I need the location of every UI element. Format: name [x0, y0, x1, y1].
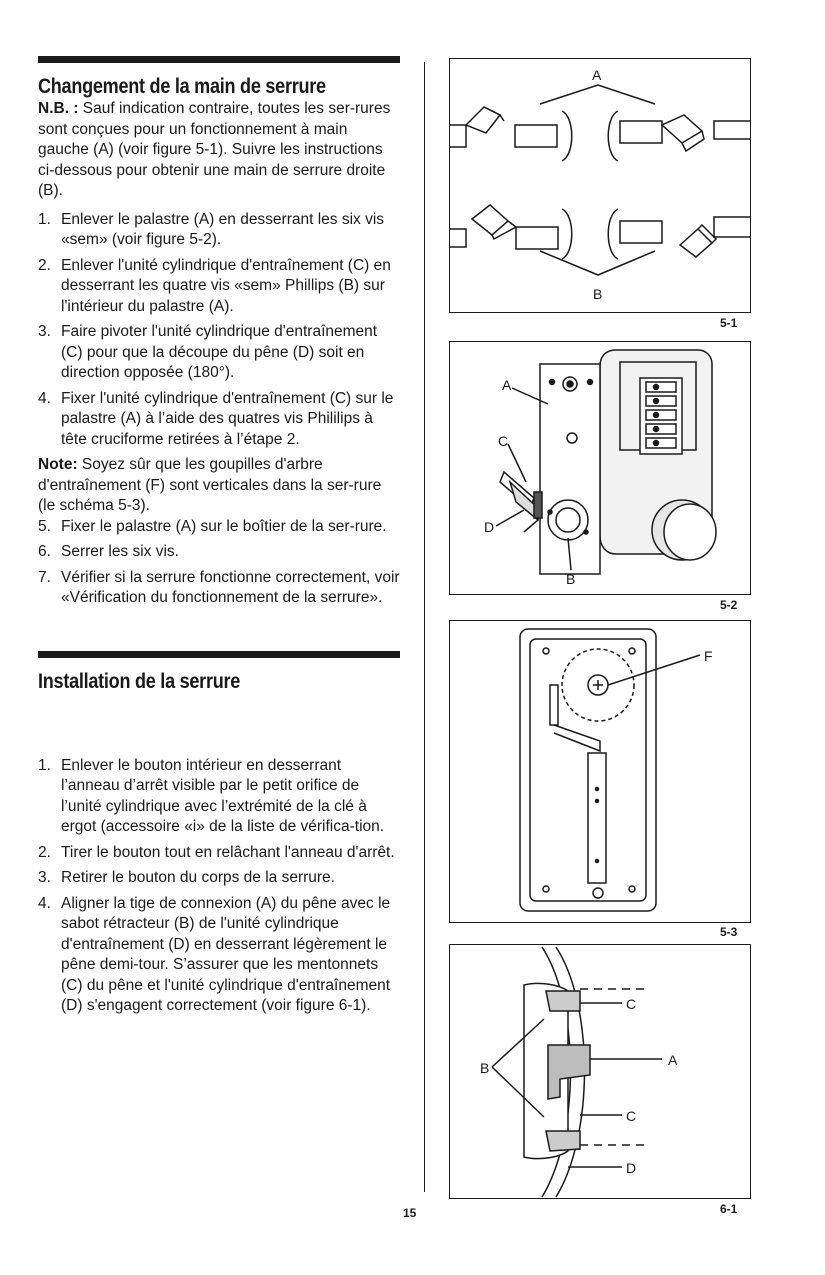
page-number: 15: [403, 1206, 417, 1220]
list-item: 3. Faire pivoter l'unité cylindrique d'entraînement (C) pour que la découpe du pêne (D) soit en direction opposée (180°).: [38, 323, 378, 381]
latch-engagement-diagram: [450, 945, 750, 1198]
figure-5-1: [449, 58, 751, 313]
nb-label: N.B. :: [38, 100, 79, 117]
figure-5-2: [449, 341, 751, 595]
callout-b: B: [480, 1060, 490, 1076]
figure-label-6-1: 6-1: [720, 1202, 738, 1216]
section-divider-bar: [38, 56, 400, 63]
figure-label-5-3: 5-3: [720, 925, 738, 939]
note-text: Soyez sûr que les goupilles d'arbre d'entraînement (F) sont verticales dans la ser-rure (le schéma 5-3).: [38, 456, 382, 514]
section-installation: [38, 651, 400, 1017]
column-divider: [424, 62, 425, 1192]
lock-exploded-diagram: [450, 342, 750, 594]
list-item: 1. Enlever le bouton intérieur en desserrant l’anneau d’arrêt visible par le petit orifice de l’unité cylindrique avec l’extrémité de la clé à ergot (accessoire «i» de la liste de vérifica-tion.: [38, 756, 385, 835]
left-column: [38, 56, 400, 1022]
callout-a: A: [592, 67, 602, 83]
note-label: Note:: [38, 456, 78, 473]
list-item: 1. Enlever le palastre (A) en desserrant les six vis «sem» (voir figure 5-2).: [38, 210, 385, 248]
list-item: 2. Enlever l'unité cylindrique d'entraînement (C) en desserrant les quatre vis «sem» Phillips (B) sur l'intérieur du palastre (A).: [38, 256, 391, 315]
section-divider-bar: [38, 651, 400, 658]
callout-d: D: [484, 519, 495, 535]
callout-c: C: [498, 433, 509, 449]
steps-list-b: [38, 517, 400, 609]
callout-b: B: [566, 571, 576, 587]
note-paragraph: [38, 455, 400, 517]
list-item: 5. Fixer le palastre (A) sur le boîtier de la ser-rure.: [38, 517, 387, 535]
steps-list-install: [38, 756, 400, 1017]
callout-c-top: C: [626, 996, 637, 1012]
list-item: 7. Vérifier si la serrure fonctionne correctement, voir «Vérification du fonctionnement de la serrure».: [38, 568, 400, 606]
figure-label-5-2: 5-2: [720, 598, 738, 612]
callout-a: A: [668, 1052, 678, 1068]
list-item: 2. Tirer le bouton tout en relâchant l'anneau d'arrêt.: [38, 843, 395, 861]
callout-d: D: [626, 1160, 637, 1176]
callout-f: F: [704, 648, 713, 664]
section-title-changement: Changement de la main de serrure: [38, 75, 326, 98]
list-item: 4. Aligner la tige de connexion (A) du pêne avec le sabot rétracteur (B) de l'unité cylindrique d'entraînement (D) en desserrant légèrement le pêne demi-tour. S’assurer que les mentonnets (C) du pêne et l'unité cylindrique d'entraînement (D) s'engagent correctement (voir figure 6-1).: [38, 894, 391, 1014]
steps-list-a: [38, 210, 400, 451]
figure-5-3: [449, 620, 751, 923]
list-item: 6. Serrer les six vis.: [38, 543, 179, 560]
callout-b: B: [593, 286, 603, 302]
figure-6-1: [449, 944, 751, 1199]
section-title-installation: Installation de la serrure: [38, 669, 241, 693]
figure-label-5-1: 5-1: [720, 316, 738, 330]
callout-c-bottom: C: [626, 1108, 637, 1124]
nb-paragraph: [38, 99, 400, 202]
list-item: 3. Retirer le bouton du corps de la serrure.: [38, 869, 335, 886]
list-item: 4. Fixer l'unité cylindrique d'entraînement (C) sur le palastre (A) à l’aide des quatres vis Phililips à tête cruciforme retirées à l’étape 2.: [38, 389, 394, 448]
nb-text: Sauf indication contraire, toutes les ser-rures sont conçues pour un fonctionnement à main gauche (A) (voir figure 5-1). Suivre les instructions ci-dessous pour obtenir une main de serrure droite (B).: [38, 100, 391, 199]
drive-shaft-pins-diagram: [450, 621, 750, 922]
callout-a: A: [502, 377, 512, 393]
lock-handing-diagram: [450, 59, 750, 312]
